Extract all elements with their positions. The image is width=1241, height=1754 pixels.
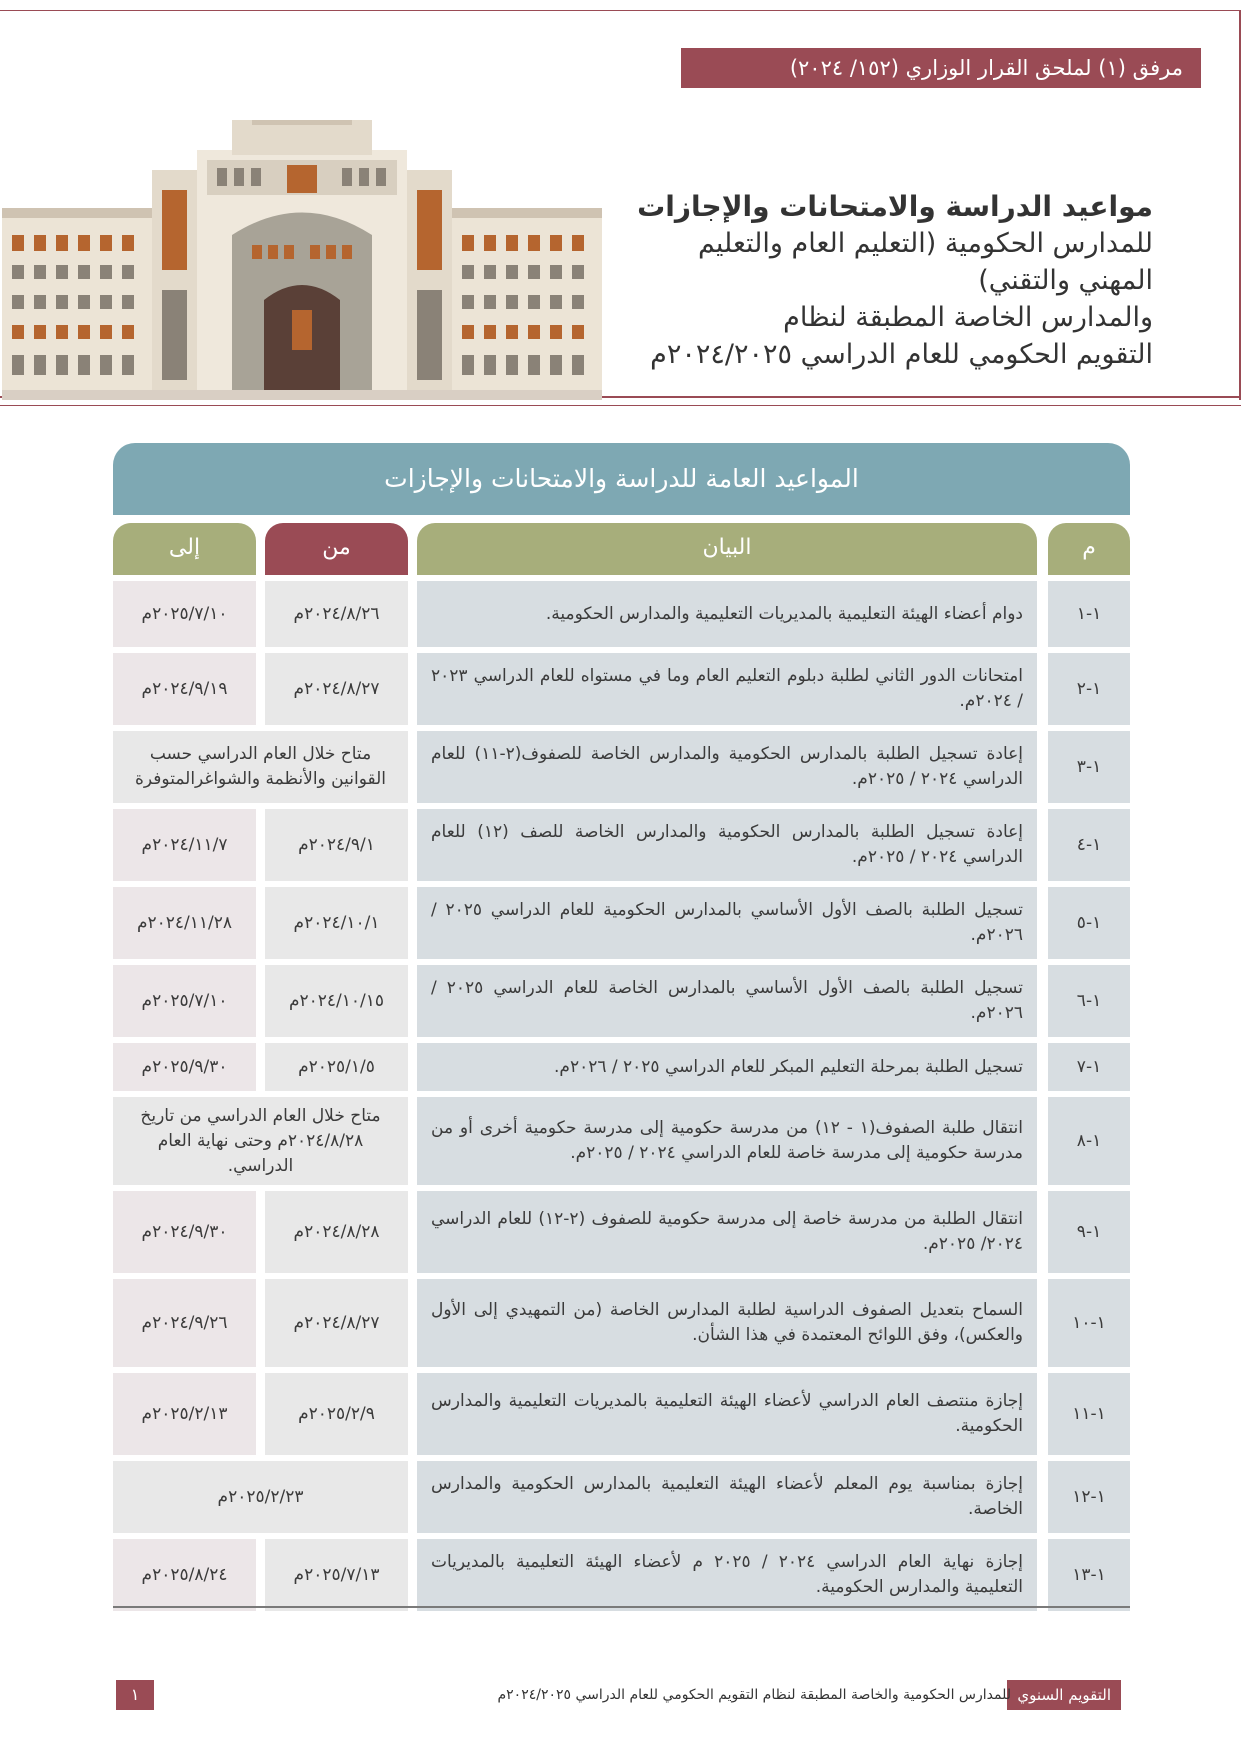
row-number: ١-١٠ — [1048, 1279, 1130, 1367]
title-line-3: المهني والتقني) — [978, 265, 1153, 296]
row-from-date: ٢٠٢٥/٧/١٣م — [265, 1539, 408, 1611]
row-number: ١-٤ — [1048, 809, 1130, 881]
header-bayan: البيان — [417, 523, 1037, 575]
footer — [0, 1680, 1241, 1720]
row-description: إجازة نهاية العام الدراسي ٢٠٢٤ / ٢٠٢٥ م لأعضاء الهيئة التعليمية بالمديريات التعليمية والمدارس الحكومية. — [417, 1539, 1037, 1611]
row-description: إعادة تسجيل الطلبة بالمدارس الحكومية والمدارس الخاصة للصفوف(٢-١١) للعام الدراسي ٢٠٢٤ / ٢٠٢٥م. — [417, 731, 1037, 803]
row-description: انتقال طلبة الصفوف(١ - ١٢) من مدرسة حكومية إلى مدرسة حكومية أخرى أو من مدرسة حكومية إلى مدرسة خاصة للعام الدراسي ٢٠٢٤ / ٢٠٢٥م. — [417, 1097, 1037, 1185]
title-line-1: مواعيد الدراسة والامتحانات والإجازات — [637, 190, 1153, 223]
table-row — [113, 731, 1130, 803]
title-line-4: والمدارس الخاصة المطبقة لنظام — [783, 302, 1153, 333]
table-row — [113, 809, 1130, 881]
row-description: إجازة منتصف العام الدراسي لأعضاء الهيئة التعليمية بالمديريات التعليمية والمدارس الحكومية. — [417, 1373, 1037, 1455]
page-number: ١ — [116, 1680, 154, 1710]
row-description: امتحانات الدور الثاني لطلبة دبلوم التعليم العام وما في مستواه للعام الدراسي ٢٠٢٣ / ٢٠٢٤م. — [417, 653, 1037, 725]
row-number: ١-٨ — [1048, 1097, 1130, 1185]
row-to-date: ٢٠٢٤/٩/٢٦م — [113, 1279, 256, 1367]
row-to-date: ٢٠٢٤/٩/١٩م — [113, 653, 256, 725]
row-to-date: ٢٠٢٤/١١/٧م — [113, 809, 256, 881]
row-number: ١-٩ — [1048, 1191, 1130, 1273]
table-row — [113, 581, 1130, 647]
row-description: انتقال الطلبة من مدرسة خاصة إلى مدرسة حكومية للصفوف (٢-١٢) للعام الدراسي ٢٠٢٤/ ٢٠٢٥م. — [417, 1191, 1037, 1273]
table-row — [113, 887, 1130, 959]
table-row — [113, 1461, 1130, 1533]
row-number: ١-١٢ — [1048, 1461, 1130, 1533]
header-from: من — [265, 523, 408, 575]
row-description: السماح بتعديل الصفوف الدراسية لطلبة المدارس الخاصة (من التمهيدي إلى الأول والعكس)، وفق اللوائح المعتمدة في هذا الشأن. — [417, 1279, 1037, 1367]
row-description: دوام أعضاء الهيئة التعليمية بالمديريات التعليمية والمدارس الحكومية. — [417, 581, 1037, 647]
row-number: ١-٣ — [1048, 731, 1130, 803]
row-from-date: ٢٠٢٥/١/٥م — [265, 1043, 408, 1091]
row-to-date: ٢٠٢٥/٢/١٣م — [113, 1373, 256, 1455]
row-description: إعادة تسجيل الطلبة بالمدارس الحكومية والمدارس الخاصة للصف (١٢) للعام الدراسي ٢٠٢٤ / ٢٠٢٥م. — [417, 809, 1037, 881]
table-row — [113, 1043, 1130, 1091]
row-from-date: ٢٠٢٤/١٠/١م — [265, 887, 408, 959]
row-from-date: ٢٠٢٤/٨/٢٧م — [265, 1279, 408, 1367]
row-number: ١-٦ — [1048, 965, 1130, 1037]
table-row — [113, 1279, 1130, 1367]
table-row — [113, 1097, 1130, 1185]
row-number: ١-٢ — [1048, 653, 1130, 725]
ministry-building-illustration — [2, 120, 602, 400]
annex-label: مرفق (١) لملحق القرار الوزاري (١٥٢/ ٢٠٢٤) — [681, 48, 1201, 88]
table-row — [113, 1191, 1130, 1273]
row-number: ١-٧ — [1048, 1043, 1130, 1091]
header-frame-top — [0, 10, 1241, 11]
title-line-5: التقويم الحكومي للعام الدراسي ٢٠٢٤/٢٠٢٥م — [650, 339, 1153, 370]
header-m: م — [1048, 523, 1130, 575]
row-from-date: ٢٠٢٥/٢/٩م — [265, 1373, 408, 1455]
footer-label: التقويم السنوي — [1007, 1680, 1121, 1710]
row-to-date: ٢٠٢٥/٨/٢٤م — [113, 1539, 256, 1611]
footer-text: للمدارس الحكومية والخاصة المطبقة لنظام التقويم الحكومي للعام الدراسي ٢٠٢٤/٢٠٢٥م — [497, 1687, 1011, 1703]
row-to-date: ٢٠٢٥/٩/٣٠م — [113, 1043, 256, 1091]
table-row — [113, 653, 1130, 725]
row-period-note: متاح خلال العام الدراسي حسب القوانين والأنظمة والشواغرالمتوفرة — [113, 731, 408, 803]
row-description: إجازة بمناسبة يوم المعلم لأعضاء الهيئة التعليمية بالمدارس الحكومية والمدارس الخاصة. — [417, 1461, 1037, 1533]
row-number: ١-١ — [1048, 581, 1130, 647]
table-row — [113, 1539, 1130, 1611]
row-from-date: ٢٠٢٤/٩/١م — [265, 809, 408, 881]
row-single-date: ٢٠٢٥/٢/٢٣م — [113, 1461, 408, 1533]
row-from-date: ٢٠٢٤/٨/٢٦م — [265, 581, 408, 647]
row-period-note: متاح خلال العام الدراسي من تاريخ ٢٠٢٤/٨/٢٨م وحتى نهاية العام الدراسي. — [113, 1097, 408, 1185]
row-from-date: ٢٠٢٤/٨/٢٧م — [265, 653, 408, 725]
row-from-date: ٢٠٢٤/١٠/١٥م — [265, 965, 408, 1037]
header-frame-bottom-thin — [0, 405, 1241, 406]
table-bottom-rule — [113, 1606, 1130, 1608]
row-number: ١-١٣ — [1048, 1539, 1130, 1611]
header-to: إلى — [113, 523, 256, 575]
row-to-date: ٢٠٢٤/٩/٣٠م — [113, 1191, 256, 1273]
row-to-date: ٢٠٢٥/٧/١٠م — [113, 581, 256, 647]
row-description: تسجيل الطلبة بالصف الأول الأساسي بالمدارس الحكومية للعام الدراسي ٢٠٢٥ /٢٠٢٦م. — [417, 887, 1037, 959]
title-line-2: للمدارس الحكومية (التعليم العام والتعليم — [697, 228, 1153, 259]
schedule-table — [113, 443, 1130, 1597]
row-description: تسجيل الطلبة بالصف الأول الأساسي بالمدارس الخاصة للعام الدراسي ٢٠٢٥ /٢٠٢٦م. — [417, 965, 1037, 1037]
row-to-date: ٢٠٢٤/١١/٢٨م — [113, 887, 256, 959]
row-number: ١-١١ — [1048, 1373, 1130, 1455]
row-description: تسجيل الطلبة بمرحلة التعليم المبكر للعام الدراسي ٢٠٢٥ / ٢٠٢٦م. — [417, 1043, 1037, 1091]
row-from-date: ٢٠٢٤/٨/٢٨م — [265, 1191, 408, 1273]
table-row — [113, 965, 1130, 1037]
row-number: ١-٥ — [1048, 887, 1130, 959]
table-title: المواعيد العامة للدراسة والامتحانات والإجازات — [113, 443, 1130, 515]
row-to-date: ٢٠٢٥/٧/١٠م — [113, 965, 256, 1037]
table-row — [113, 1373, 1130, 1455]
page-title — [593, 188, 1153, 373]
